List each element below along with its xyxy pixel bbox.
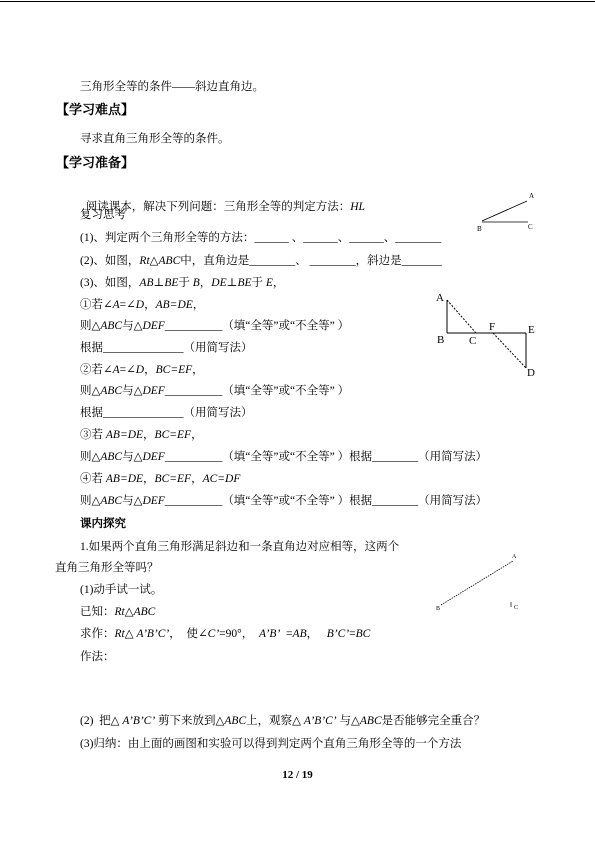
text-segment: 与△ — [122, 451, 143, 463]
math-segment: DEF — [142, 320, 165, 332]
math-segment: AB — [105, 473, 120, 485]
case-4-condition — [80, 472, 240, 486]
figure-2-label-f: F — [489, 321, 496, 333]
text-segment: 与△ — [122, 385, 143, 397]
text-segment: 于 — [178, 277, 193, 289]
math-segment: EF — [177, 473, 192, 485]
math-segment: A — [112, 299, 120, 311]
figure-3-label-c: C — [514, 605, 519, 611]
math-segment: AC — [202, 473, 218, 485]
math-segment: BC — [155, 364, 171, 376]
math-segment: B’C’ — [326, 628, 350, 640]
figure-2-label-c: C — [469, 335, 477, 347]
text-segment: =90°， — [219, 628, 259, 640]
text-segment: __________（填“全等”或“不全等” ）根据________（用简写法） — [164, 451, 488, 463]
math-segment: BC — [355, 628, 371, 640]
prep-review-title: 复习思考 — [80, 209, 126, 221]
text-segment: ⊥ — [226, 277, 238, 289]
math-segment: DEF — [142, 451, 165, 463]
text-segment: ②若∠ — [80, 364, 113, 376]
figure-1-hypotenuse — [482, 201, 527, 221]
text-segment: ， — [191, 473, 203, 485]
case-3-result — [80, 450, 487, 464]
text-segment: 是否能够完全重合？ — [381, 715, 486, 727]
case-3-condition — [80, 428, 203, 442]
text-segment: ， 使∠ — [169, 628, 208, 640]
math-segment: DE — [177, 299, 193, 311]
page-top-border — [0, 1, 595, 2]
text-segment: = — [280, 628, 293, 640]
text-segment: ， — [306, 628, 327, 640]
case-2-condition — [80, 363, 204, 377]
text-segment: ， — [144, 364, 156, 376]
math-segment: AB — [105, 429, 120, 441]
math-segment: ABC — [158, 255, 181, 267]
math-segment: AB — [139, 277, 154, 289]
math-segment: BC — [154, 473, 170, 485]
math-segment: A’B’C’ — [136, 628, 170, 640]
intro-text: 三角形全等的条件——斜边直角边。 — [80, 81, 264, 93]
text-segment: ， — [199, 277, 212, 289]
math-segment: DE — [211, 277, 227, 289]
figure-1-label-c: C — [528, 223, 533, 231]
math-segment: AB — [155, 299, 170, 311]
text-segment: __________（填“全等”或“不全等” ） — [164, 385, 350, 397]
text-segment: =∠ — [119, 299, 136, 311]
math-segment: ABC — [133, 606, 156, 618]
case-1-condition — [80, 298, 204, 312]
math-segment: A’B’ — [259, 628, 281, 640]
figure-2-label-d: D — [527, 367, 535, 379]
math-segment: AB — [292, 628, 307, 640]
case-1-result — [80, 319, 349, 333]
case-1-basis: 根据______________（用简写法） — [80, 342, 253, 354]
math-segment: D — [135, 364, 145, 376]
text-segment: 与△ — [122, 320, 143, 332]
text-segment: ， — [143, 429, 155, 441]
text-segment: ①若∠ — [80, 299, 113, 311]
math-segment: B — [192, 277, 200, 289]
math-segment: A’B’C’ — [303, 715, 337, 727]
case-2-result — [80, 384, 349, 398]
math-segment: DF — [225, 473, 241, 485]
math-segment: = — [119, 429, 128, 441]
figure-2-segment-ac — [447, 300, 476, 333]
math-segment: Rt — [114, 606, 125, 618]
text-segment: __________（填“全等”或“不全等” ）根据________（用简写法） — [164, 495, 488, 507]
math-segment: = — [217, 473, 226, 485]
text-segment: △ — [124, 628, 137, 640]
text-segment: 中，直角边是________、 ________，斜边是_______ — [180, 255, 442, 267]
figure-1-label-b: B — [477, 225, 482, 233]
math-segment: DE — [127, 473, 144, 485]
question-2-line — [80, 254, 442, 268]
math-segment: BE — [164, 277, 179, 289]
text-segment: ⊥ — [153, 277, 165, 289]
text-segment: ， — [192, 364, 204, 376]
math-segment: ABC — [100, 385, 123, 397]
math-segment: A’B’C’ — [122, 715, 156, 727]
math-segment: Rt — [114, 628, 125, 640]
explore-method-label: 作法： — [80, 651, 115, 663]
math-segment: C’ — [207, 628, 220, 640]
math-segment: ABC — [224, 715, 247, 727]
math-segment: = — [119, 473, 128, 485]
math-segment: EF — [178, 364, 193, 376]
question-3-line — [80, 276, 284, 290]
text-segment: ， — [192, 299, 205, 311]
text-segment: (3)、如图， — [80, 277, 140, 289]
text-segment: ③若 — [80, 429, 106, 441]
figure-1-label-a: A — [529, 192, 535, 200]
figure-3-label-a: A — [512, 554, 517, 560]
math-segment: = — [169, 473, 178, 485]
math-segment: D — [135, 299, 145, 311]
text-segment: (2) 把△ — [80, 715, 123, 727]
explore-question-line-2: 直角三角形全等吗？ — [55, 562, 159, 574]
text-segment: 求作： — [80, 628, 115, 640]
math-segment: BC — [154, 429, 170, 441]
math-segment: A — [112, 364, 120, 376]
text-segment: = — [349, 628, 356, 640]
explore-question-line-1: 1.如果两个直角三角形满足斜边和一条直角边对应相等，这两个 — [80, 541, 400, 553]
figure-2-label-e: E — [528, 324, 535, 336]
figure-2-label-a: A — [436, 292, 444, 304]
figure-2-label-b: B — [437, 334, 445, 346]
text-segment: 已知： — [80, 606, 115, 618]
text-segment: 与△ — [122, 495, 143, 507]
math-segment: Rt — [139, 255, 150, 267]
math-segment: ABC — [100, 495, 123, 507]
prep-heading: 【学习准备】 — [56, 155, 135, 170]
math-segment: = — [169, 299, 178, 311]
text-segment: 则△ — [80, 495, 101, 507]
explore-construct — [80, 627, 370, 641]
math-segment: DEF — [142, 495, 165, 507]
math-segment: EF — [177, 429, 192, 441]
math-segment: = — [170, 364, 179, 376]
math-segment: = — [169, 429, 178, 441]
text-segment: 与△ — [336, 715, 360, 727]
text-segment: 阅读课本，解决下列问题：三角形全等的判定方法： — [85, 201, 351, 213]
text-segment: ④若 — [80, 473, 106, 485]
text-segment: △ — [149, 255, 159, 267]
explore-try-label: (1)动手试一试。 — [80, 584, 163, 596]
math-segment: ABC — [359, 715, 382, 727]
text-segment: ， — [191, 429, 203, 441]
text-segment: 于 — [251, 277, 266, 289]
text-segment: 则△ — [80, 385, 101, 397]
difficulty-heading: 【学习难点】 — [56, 102, 135, 117]
text-segment: 剪下来放到△ — [155, 715, 225, 727]
difficulty-text: 寻求直角三角形全等的条件。 — [80, 133, 230, 145]
text-segment: __________（填“全等”或“不全等” ） — [164, 320, 350, 332]
text-segment: ， — [143, 473, 155, 485]
text-segment: (2)、如图， — [80, 255, 140, 267]
figure-1-triangle — [477, 192, 534, 233]
text-segment: 则△ — [80, 451, 101, 463]
case-4-result — [80, 494, 487, 508]
question-1-line: (1)、判定两个三角形全等的方法：______ 、______、______、________ — [80, 232, 442, 244]
text-segment: △ — [124, 606, 134, 618]
text-segment: ， — [272, 277, 285, 289]
explore-step-3: (3)归纳：由上面的画图和实验可以得到判定两个直角三角形全等的一个方法 — [80, 738, 462, 750]
figure-3-label-b: B — [436, 606, 441, 612]
figure-3-triangle — [436, 554, 518, 612]
math-segment: ABC — [100, 451, 123, 463]
figure-2-segment-fd — [493, 333, 526, 368]
math-segment: HL — [350, 201, 365, 213]
figure-3-hypotenuse — [441, 561, 513, 605]
math-segment: BE — [237, 277, 252, 289]
explore-heading: 课内探究 — [80, 518, 126, 530]
text-segment: 上，观察△ — [246, 715, 304, 727]
text-segment: 则△ — [80, 320, 101, 332]
case-2-basis: 根据______________（用简写法） — [80, 407, 253, 419]
figure-2-triangles — [436, 292, 535, 379]
math-segment: DE — [127, 429, 144, 441]
explore-step-2 — [80, 714, 485, 728]
math-segment: E — [265, 277, 273, 289]
math-segment: ABC — [100, 320, 123, 332]
page-number: 12 / 19 — [282, 769, 313, 781]
math-segment: DEF — [142, 385, 165, 397]
text-segment: ， — [144, 299, 156, 311]
explore-given — [80, 605, 155, 619]
text-segment: =∠ — [119, 364, 136, 376]
